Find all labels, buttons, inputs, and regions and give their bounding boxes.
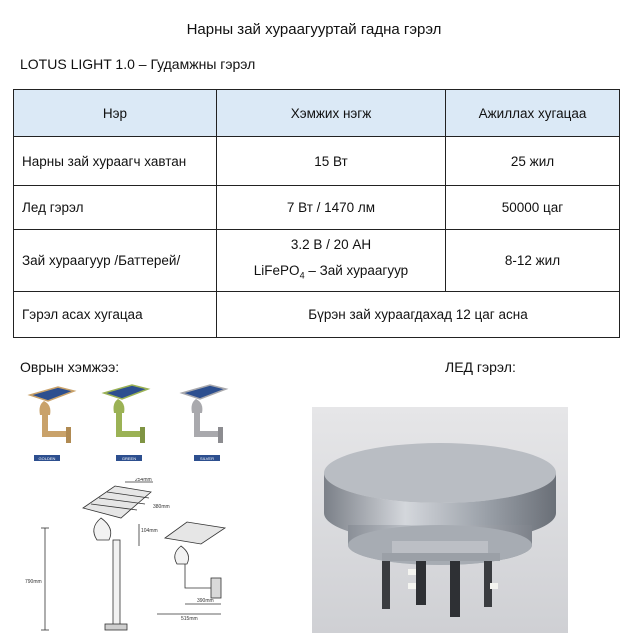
row-life: 50000 цаг: [446, 186, 620, 230]
lamp-golden: [30, 387, 74, 461]
battery-type: LiFePO$_4$ – Зай хураагуур: [253, 263, 409, 281]
table-row: [14, 186, 620, 230]
row-name: Нарны зай хураагч хавтан: [14, 137, 217, 186]
header-name: Нэр: [14, 90, 217, 137]
table-row: [14, 137, 620, 186]
battery-spec: 3.2 В / 20 АН: [290, 237, 372, 253]
lamp-silver: [182, 385, 226, 461]
variant-label: GOLDEN: [38, 456, 56, 461]
row-merged-value: Бүрэн зай хураагдахад 12 цаг асна: [217, 292, 620, 338]
led-label: ЛЕД гэрэл:: [445, 359, 516, 375]
table-row: [14, 230, 620, 292]
document-title: Нарны зай хураагууртай гадна гэрэл: [186, 21, 442, 38]
dimensions-label: Оврын хэмжээ:: [20, 359, 120, 375]
row-name: Лед гэрэл: [14, 186, 217, 230]
header-lifetime: Ажиллах хугацаа: [446, 90, 620, 137]
table-header-row: [14, 90, 620, 137]
row-life: 25 жил: [446, 137, 620, 186]
row-name: Гэрэл асах хугацаа: [14, 292, 217, 338]
dim-panel: 380mm: [153, 504, 170, 510]
led-lamp-photo: [312, 407, 568, 633]
dimension-drawing: [25, 478, 250, 638]
variant-label: SILVER: [200, 456, 214, 461]
row-value: 7 Вт / 1470 лм: [217, 186, 446, 230]
row-name: Зай хураагуур /Баттерей/: [14, 230, 217, 292]
row-life: 8-12 жил: [446, 230, 620, 292]
dim-height: 790mm: [25, 579, 42, 585]
dim-lamp: 104mm: [141, 528, 158, 534]
row-value: [217, 230, 446, 292]
dim-base: 515mm: [181, 616, 198, 622]
spec-table: [13, 89, 620, 338]
header-unit: Хэмжих нэгж: [217, 90, 446, 137]
table-row: [14, 292, 620, 338]
row-value: 15 Вт: [217, 137, 446, 186]
product-subtitle: LOTUS LIGHT 1.0 – Гудамжны гэрэл: [20, 56, 256, 72]
color-variants-image: [22, 381, 252, 471]
variant-label: GREEN: [121, 456, 137, 461]
dim-top: 254mm: [135, 478, 152, 483]
dim-arm: 390mm: [197, 598, 214, 604]
lamp-green: [104, 385, 148, 461]
